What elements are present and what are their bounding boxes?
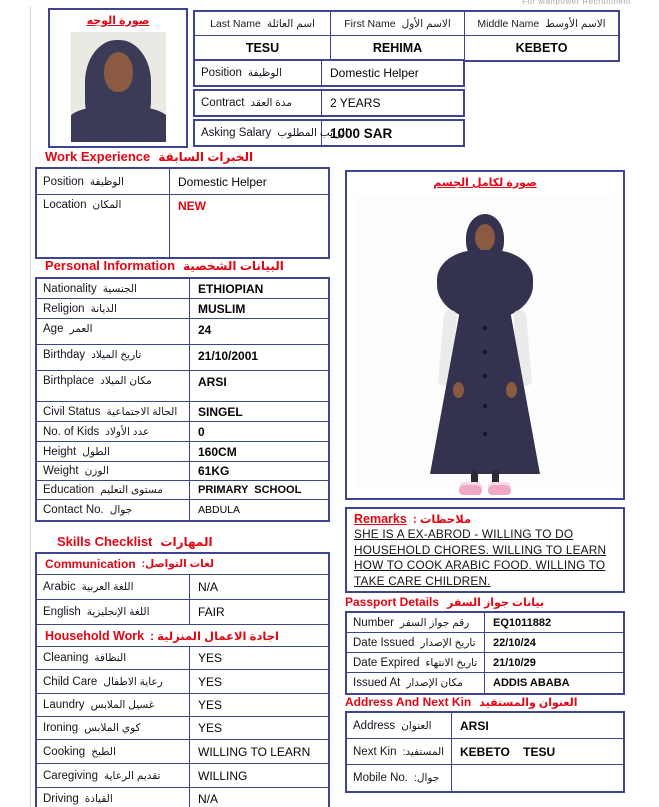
name-table (193, 10, 620, 62)
address-next-kin-heading (345, 695, 578, 709)
button-dot (483, 350, 487, 354)
sandal-shape (488, 482, 511, 495)
age-label-en: Age (43, 323, 64, 335)
position-label-en: Position (201, 67, 242, 79)
skills-title-ar: المهارات (160, 535, 213, 549)
we-position-value: Domestic Helper (178, 174, 267, 189)
religion-value: MUSLIM (198, 301, 246, 316)
age-value: 24 (198, 323, 212, 337)
asking-salary-value: 1000 SAR (330, 125, 393, 141)
first-name-label-en: First Name (344, 17, 396, 30)
sandal-shape (459, 482, 482, 495)
face-shape (475, 224, 495, 251)
issued-at-label-ar: مكان الإصدار (406, 677, 463, 689)
first-name-label-ar: الاسم الأول (401, 17, 451, 30)
cooking-label-en: Cooking (43, 745, 86, 758)
nationality-label-ar: الجنسية (102, 282, 137, 295)
table-row (37, 764, 328, 788)
date-expired-label-ar: تاريخ الانتهاء (425, 656, 478, 669)
birthplace-label-en: Birthplace (43, 375, 95, 387)
nationality-value: ETHIOPIAN (198, 281, 264, 296)
date-issued-label-ar: تاريخ الإصدار (420, 636, 476, 649)
issued-at-value: ADDIS ABABA (493, 677, 570, 689)
civil-status-label-ar: الحالة الاجتماعية (106, 405, 178, 418)
age-label-ar: العمر (69, 323, 93, 335)
address-label-ar: العنوان (401, 719, 432, 732)
work-experience-title-en: Work Experience (45, 149, 151, 164)
communication-header-ar: لغات التواصل: (141, 558, 214, 570)
we-position-label-en: Position (43, 175, 84, 188)
passport-number-label-en: Number (353, 616, 394, 629)
laundry-label-en: Laundry (43, 699, 85, 711)
hand-shape (506, 382, 517, 398)
kids-label-ar: عدد الأولاد (105, 425, 150, 438)
table-row (37, 694, 328, 717)
skills-title-en: Skills Checklist (57, 534, 153, 549)
cooking-label-ar: الطبخ (91, 745, 116, 758)
height-label-en: Height (43, 445, 77, 458)
table-row (347, 765, 623, 791)
personal-information-title-en: Personal Information (45, 258, 176, 273)
table-row (37, 422, 328, 442)
position-label-ar: الوظيفة (247, 67, 282, 79)
date-expired-label-en: Date Expired (353, 656, 420, 669)
height-value: 160CM (198, 444, 237, 459)
table-row (37, 371, 328, 402)
table-row (37, 500, 328, 520)
table-row (37, 299, 328, 319)
full-body-photo-box (345, 170, 625, 500)
table-row (347, 739, 623, 765)
table-row (37, 345, 328, 371)
cleaning-label-ar: النظافة (94, 652, 127, 664)
passport-title-ar: بيانات جواز السفر (447, 597, 545, 609)
religion-label-ar: الديانة (90, 302, 117, 315)
date-issued-label-en: Date Issued (353, 636, 415, 649)
skills-checklist-heading (57, 534, 213, 549)
household-header-ar: اجادة الاعمال المنزلية : (150, 630, 279, 643)
remarks-box (345, 507, 625, 593)
kids-label-en: No. of Kids (43, 425, 100, 438)
name-table-value-row (195, 36, 618, 60)
table-row (37, 169, 328, 195)
table-row (37, 462, 328, 481)
kids-value: 0 (198, 424, 205, 439)
caregiving-label-ar: تقديم الرعاية (103, 769, 161, 782)
contract-label-en: Contract (201, 97, 245, 109)
childcare-value: YES (198, 674, 223, 689)
table-row (347, 653, 623, 673)
last-name-label-ar: اسم العائلة (266, 17, 315, 30)
table-row (37, 481, 328, 500)
contact-value: ABDULA (198, 504, 241, 516)
date-issued-value: 22/10/24 (493, 636, 536, 649)
face-photo (71, 32, 166, 142)
table-row (37, 788, 328, 807)
caregiving-value: WILLING (198, 768, 248, 783)
table-row (37, 600, 328, 625)
face-photo-title: صورة الوجه (86, 15, 150, 27)
table-row (37, 442, 328, 462)
middle-name-label-ar: الاسم الأوسط (545, 17, 606, 30)
remarks-title-en: Remarks (354, 512, 407, 526)
ironing-label-en: Ironing (43, 722, 79, 734)
cooking-value: WILLING TO LEARN (198, 744, 311, 759)
weight-label-ar: الوزن (84, 465, 109, 477)
we-location-label (37, 195, 170, 257)
religion-label-en: Religion (43, 302, 85, 315)
work-experience-title-ar: الخبرات السابقة (158, 150, 254, 164)
we-location-label-ar: المكان (92, 199, 122, 211)
birthplace-label-ar: مكان الميلاد (100, 375, 152, 387)
we-position-label (37, 169, 170, 194)
table-row (37, 717, 328, 740)
contract-label-ar: مدة العقد (250, 97, 293, 109)
contract-value: 2 YEARS (330, 96, 381, 110)
cleaning-label-en: Cleaning (43, 652, 89, 664)
arabic-label-en: Arabic (43, 581, 76, 593)
ironing-value: YES (198, 721, 223, 735)
driving-label-en: Driving (43, 792, 79, 805)
driving-value: N/A (198, 791, 219, 806)
last-name-label-en: Last Name (210, 17, 261, 30)
table-row (37, 575, 328, 600)
we-location-value: NEW (178, 199, 206, 213)
table-row (37, 740, 328, 764)
weight-value: 61KG (198, 464, 230, 478)
hand-shape (453, 382, 464, 398)
mobile-label-en: Mobile No. (353, 772, 408, 784)
next-kin-label-en: Next Kin (353, 745, 397, 758)
personal-information-table (35, 277, 330, 522)
remarks-text: SHE IS A EX-ABROD - WILLING TO DO HOUSEHOLD CHORES. WILLING TO LEARN HOW TO COOK ARABIC FOOD. WILLING TO TAKE CARE CHILDREN. (354, 527, 607, 588)
asking-salary-box (193, 119, 465, 147)
passport-table (345, 611, 625, 695)
full-body-photo-title: صورة لكامل الجسم (433, 177, 537, 189)
table-row (37, 279, 328, 299)
address-value: ARSI (460, 718, 489, 733)
birthday-value: 21/10/2001 (198, 349, 259, 363)
height-label-ar: الطول (82, 445, 111, 458)
contract-label (195, 91, 322, 115)
work-experience-table (35, 167, 330, 259)
education-label-en: Education (43, 484, 95, 496)
table-row (37, 319, 328, 345)
passport-number-value: EQ1011882 (493, 616, 552, 629)
personal-information-title-ar: البيانات الشخصية (183, 259, 284, 273)
position-label (195, 61, 322, 85)
middle-name-label-en: Middle Name (477, 17, 540, 30)
table-row (347, 673, 623, 693)
english-label-en: English (43, 606, 81, 618)
table-row (347, 633, 623, 653)
last-name-value: TESU (195, 36, 331, 60)
childcare-label-en: Child Care (43, 675, 98, 688)
button-dot (483, 432, 487, 436)
english-value: FAIR (198, 605, 225, 619)
table-row (37, 647, 328, 670)
arabic-label-ar: اللغة العربية (81, 581, 134, 593)
communication-header-row (37, 554, 328, 575)
we-location-label-en: Location (43, 199, 87, 211)
laundry-value: YES (198, 698, 223, 712)
skills-table (35, 552, 330, 807)
birthday-label-ar: تاريخ الميلاد (91, 349, 142, 361)
face-photo-box (48, 8, 188, 148)
communication-header-en: Communication (45, 557, 136, 571)
person-figure (415, 214, 555, 499)
household-header-row (37, 625, 328, 647)
contact-label-en: Contact No. (43, 504, 104, 516)
contact-label-ar: جوال (109, 504, 133, 516)
shoulders-shape (71, 106, 166, 142)
ironing-label-ar: كوي الملابس (84, 722, 141, 734)
next-kin-label-ar: المستفيد: (402, 745, 445, 758)
full-body-photo (355, 196, 615, 490)
civil-status-value: SINGEL (198, 404, 243, 419)
address-title-en: Address And Next Kin (345, 695, 472, 709)
asking-salary-label-ar: الراتب المطلوب (277, 127, 348, 139)
table-row (347, 613, 623, 633)
position-box (193, 59, 465, 87)
caregiving-label-en: Caregiving (43, 769, 98, 782)
passport-number-label-ar: رقم جواز السفر (399, 616, 470, 629)
button-dot (483, 326, 487, 330)
name-table-header-row (195, 12, 618, 36)
mobile-label-ar: جوال: (413, 772, 440, 784)
education-value: PRIMARY SCHOOL (198, 484, 302, 496)
weight-label-en: Weight (43, 465, 79, 477)
face-shape (104, 52, 133, 92)
remarks-title-ar: ملاحظات : (412, 514, 472, 526)
first-name-value: REHIMA (331, 36, 465, 60)
issued-at-label-en: Issued At (353, 677, 401, 689)
address-title-ar: العنوان والمستفيد (479, 697, 578, 709)
first-name-header (331, 12, 465, 35)
table-row (37, 195, 328, 257)
english-label-ar: اللغة الإنجليزية (86, 606, 150, 618)
contract-box (193, 89, 465, 117)
nationality-label-en: Nationality (43, 282, 97, 295)
passport-title-en: Passport Details (345, 595, 440, 609)
remarks-heading (354, 512, 616, 526)
birthday-label-en: Birthday (43, 349, 86, 361)
birthplace-value: ARSI (198, 375, 227, 389)
address-label-en: Address (353, 719, 396, 732)
position-value: Domestic Helper (330, 66, 419, 80)
passport-details-heading (345, 595, 544, 609)
asking-salary-label (195, 121, 348, 145)
education-label-ar: مستوى التعليم (100, 484, 163, 496)
middle-name-value: KEBETO (515, 41, 568, 55)
watermark-text: For Manpower Recruitment (522, 0, 631, 6)
civil-status-label-en: Civil Status (43, 405, 101, 418)
work-experience-heading (45, 149, 253, 164)
cleaning-value: YES (198, 651, 223, 665)
arabic-value: N/A (198, 580, 219, 594)
childcare-label-ar: رعاية الاطفال (103, 675, 163, 688)
we-position-label-ar: الوظيفة (89, 175, 124, 188)
date-expired-value: 21/10/29 (493, 656, 536, 669)
table-row (37, 670, 328, 694)
household-header-en: Household Work (45, 628, 145, 643)
middle-name-header (465, 12, 618, 35)
button-dot (483, 374, 487, 378)
button-dot (483, 404, 487, 408)
table-row (347, 713, 623, 739)
personal-information-heading (45, 258, 284, 273)
next-kin-value: KEBETO TESU (460, 744, 556, 759)
asking-salary-label-en: Asking Salary (201, 127, 272, 139)
address-table (345, 711, 625, 793)
driving-label-ar: القيادة (84, 792, 113, 805)
table-row (37, 402, 328, 422)
laundry-label-ar: غسيل الملابس (90, 699, 155, 711)
scan-edge-artifact (30, 6, 31, 807)
last-name-header (195, 12, 331, 35)
